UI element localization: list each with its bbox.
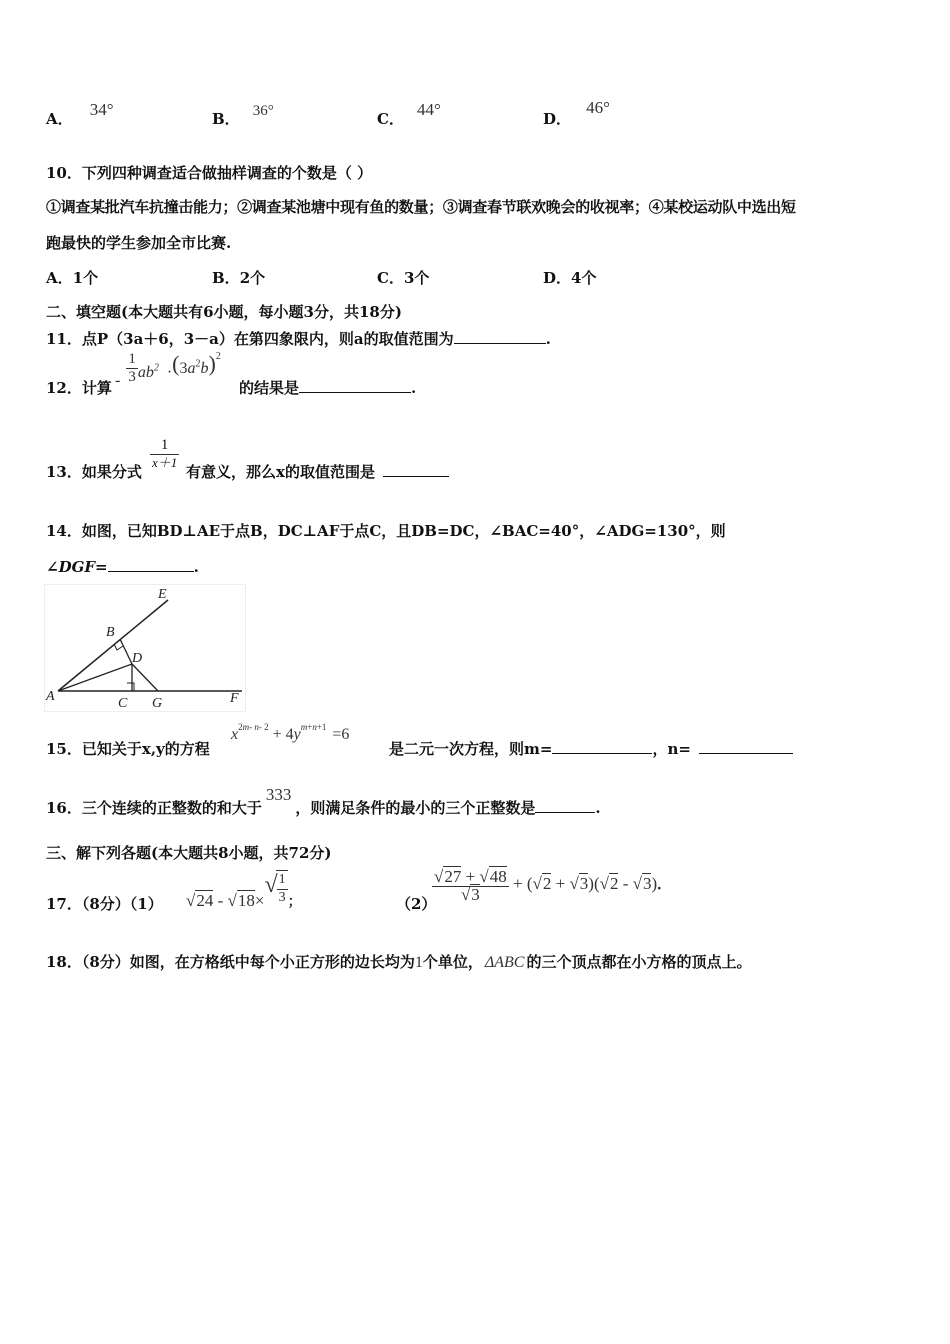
option-label: A． <box>46 110 73 128</box>
q15-equation: $x^{2m- n- 2} + 4y^{m+n+1} =6$ <box>231 722 350 743</box>
q10-option-c <box>377 267 429 288</box>
q17-part2-label: （2） <box>396 895 437 913</box>
option-label: B． <box>212 269 240 287</box>
q16 <box>46 785 601 818</box>
answer-blank <box>108 557 194 572</box>
fraction-denominator: x＋1 <box>152 455 178 470</box>
label-b: B <box>106 625 115 640</box>
q13-prefix: 13．如果分式 <box>46 463 142 481</box>
q14-angle: ∠DGF= <box>46 558 108 576</box>
q18-text3: 的三个顶点都在小方格的顶点上。 <box>526 953 752 971</box>
q9-option-c <box>377 100 441 129</box>
q18-unit: 1 <box>414 954 423 971</box>
q16-suffix: ，则满足条件的最小的三个正整数是 <box>295 799 536 817</box>
q10-option-b <box>212 267 265 288</box>
q15-n-label: ，n= <box>652 740 691 758</box>
option-label: B． <box>212 110 240 128</box>
q16-prefix: 16．三个连续的正整数的和大于 <box>46 799 262 817</box>
q14-line1: 14．如图，已知BD⊥AE于点B，DC⊥AF于点C，且DB=DC，∠BAC=40°，∠ADG=130°，则 <box>46 522 726 540</box>
label-d: D <box>132 651 143 666</box>
label-g: G <box>152 696 163 711</box>
q12-end: . <box>411 379 417 397</box>
q13-suffix: 有意义，那么x的取值范围是 <box>186 463 375 481</box>
option-value: 34° <box>89 100 114 119</box>
q9-option-b <box>212 103 274 129</box>
answer-blank-m <box>552 739 652 754</box>
label-f: F <box>230 691 239 706</box>
label-c: C <box>118 696 128 711</box>
q12-tail <box>239 377 416 398</box>
q17-part2-expression: $\frac{√27 + √48}{√3}$ + (√2 + √3)(√2 - √3). <box>434 867 662 904</box>
option-label: A． <box>46 269 73 287</box>
q11-end: . <box>545 330 551 348</box>
q10-title: 10．下列四种调查适合做抽样调查的个数是（ ） <box>46 164 373 182</box>
q11 <box>46 328 551 349</box>
q18-triangle: ΔABC <box>484 954 525 971</box>
q12-suffix: 的结果是 <box>239 379 300 397</box>
q13-fraction <box>150 436 179 471</box>
answer-blank <box>454 329 546 344</box>
q12-prefix: 12．计算 <box>46 379 112 397</box>
q10-option-d <box>543 267 596 288</box>
label-e: E <box>158 587 167 602</box>
option-value: 2个 <box>239 269 266 287</box>
option-label: D． <box>543 269 572 287</box>
q17-prefix: 17．（8分）（1） <box>46 895 163 913</box>
q13-tail <box>186 461 449 482</box>
option-value: 1个 <box>72 269 99 287</box>
q16-number: 333 <box>265 785 292 804</box>
option-label: C． <box>377 110 404 128</box>
fraction-numerator: 1 <box>160 437 169 453</box>
q18-text2: 个单位， <box>422 953 483 971</box>
label-a: A <box>46 689 55 704</box>
option-value: 4个 <box>571 269 597 287</box>
section3-heading: 三、解下列各题(本大题共8小题，共72分) <box>46 844 332 862</box>
q14-end: . <box>193 558 199 576</box>
option-value: 46° <box>586 98 610 117</box>
q15-suffix: 是二元一次方程，则m= <box>389 740 553 758</box>
option-label: D． <box>543 110 572 128</box>
option-label: C． <box>377 269 404 287</box>
q11-text: 11．点P（3a＋6，3－a）在第四象限内，则a的取值范围为 <box>46 330 454 348</box>
option-value: 44° <box>417 100 441 119</box>
q10-option-a <box>46 267 98 288</box>
section2-heading: 二、填空题(本大题共有6小题，每小题3分，共18分) <box>46 303 402 321</box>
q15-tail <box>389 738 793 759</box>
q12-expression: - $\frac{1}{3}$ $ab^2 \cdot(3a^2b)^2$ <box>115 350 221 390</box>
q18 <box>46 951 751 972</box>
q10-line1: ①调查某批汽车抗撞击能力；②调查某池塘中现有鱼的数量；③调查春节联欢晚会的收视率；④某校运动队中选出短 <box>46 198 796 216</box>
answer-blank <box>299 378 411 393</box>
q9-option-d <box>543 98 610 129</box>
q14-line2 <box>46 557 199 576</box>
option-value: 3个 <box>403 269 430 287</box>
q17-part1-expression: √24 - √18×√ $\frac{1}{3}$ $_;$ <box>186 872 302 910</box>
answer-blank-n <box>699 739 793 754</box>
q9-option-a <box>46 100 114 129</box>
q16-end: . <box>595 799 601 817</box>
q14-geometry-figure <box>44 584 246 712</box>
option-value: 36° <box>252 103 274 119</box>
answer-blank <box>535 798 595 813</box>
q15-prefix: 15．已知关于x,y的方程 <box>46 740 210 758</box>
answer-blank <box>383 462 449 477</box>
q18-text1: 18．（8分）如图，在方格纸中每个小正方形的边长均为 <box>46 953 415 971</box>
q10-line2: 跑最快的学生参加全市比赛. <box>46 234 232 252</box>
